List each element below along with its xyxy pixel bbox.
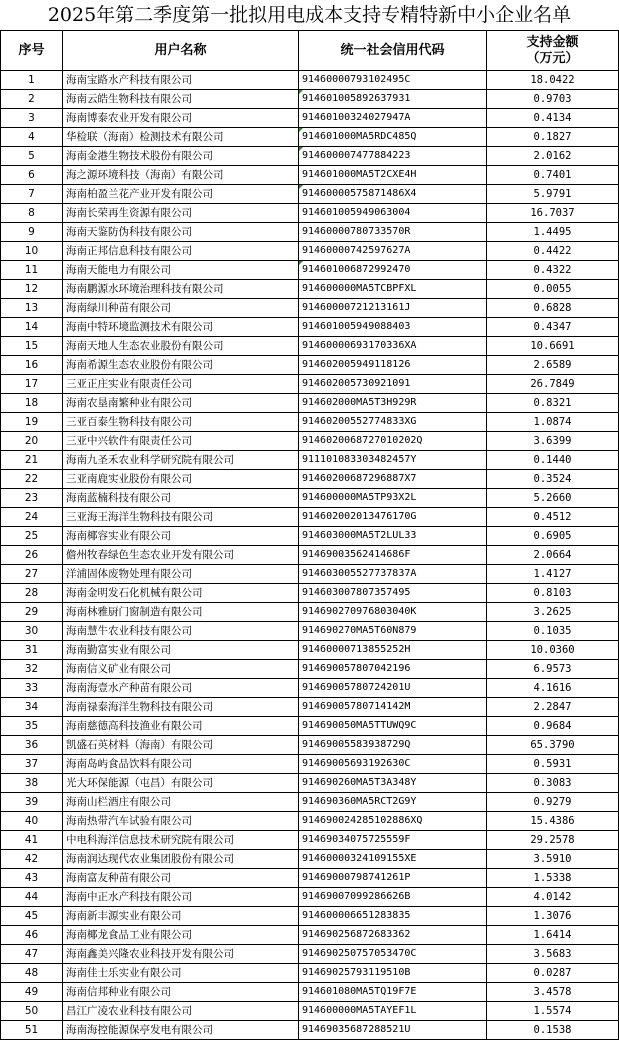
row-name: 三亚百泰生物科技有限公司 [63,413,299,432]
row-seq: 5 [1,147,63,166]
header-amount [487,31,619,71]
row-seq: 28 [1,584,63,603]
row-name: 海南农垦南繁种业有限公司 [63,394,299,413]
row-amount: 2.6589 [487,356,619,375]
row-name: 海南金港生物技术股份有限公司 [63,147,299,166]
row-code: 914690260MA5T3A348Y [299,774,487,793]
table-row [1,584,619,603]
row-name: 洋浦固体废物处理有限公司 [63,565,299,584]
row-code: 911101083303482457Y [299,451,487,470]
row-code: 91460000721213161J [299,299,487,318]
table-row [1,641,619,660]
table-row [1,717,619,736]
row-seq: 47 [1,945,63,964]
row-code: 914601005949088403 [299,318,487,337]
header-amount-line2: （万元） [526,50,579,66]
row-seq: 29 [1,603,63,622]
row-code: 914601005949063004 [299,204,487,223]
table-row [1,375,619,394]
row-amount: 0.4347 [487,318,619,337]
row-code: 914603000MA5T2LUL33 [299,527,487,546]
row-seq: 32 [1,660,63,679]
row-name: 海南佳士乐实业有限公司 [63,964,299,983]
table-row [1,394,619,413]
row-code: 91469007099286626B [299,888,487,907]
row-amount: 0.4512 [487,508,619,527]
row-name: 三亚正庄实业有限责任公司 [63,375,299,394]
row-amount: 18.0422 [487,71,619,90]
row-code: 91460100324027947A [299,109,487,128]
table-row [1,90,619,109]
row-code: 91469005780714142M [299,698,487,717]
row-amount: 1.4127 [487,565,619,584]
row-seq: 34 [1,698,63,717]
row-amount: 3.5683 [487,945,619,964]
table-row [1,166,619,185]
row-amount: 6.9573 [487,660,619,679]
row-seq: 40 [1,812,63,831]
row-seq: 35 [1,717,63,736]
row-amount: 3.2625 [487,603,619,622]
row-amount: 65.3790 [487,736,619,755]
table-row [1,926,619,945]
row-amount: 0.1538 [487,1021,619,1040]
row-code: 91460000324109155XE [299,850,487,869]
row-amount: 3.4578 [487,983,619,1002]
row-seq: 26 [1,546,63,565]
row-amount: 5.2660 [487,489,619,508]
row-name: 海南九圣禾农业科学研究院有限公司 [63,451,299,470]
row-amount: 1.0874 [487,413,619,432]
row-code: 914690024285102886XQ [299,812,487,831]
row-code: 914602005730921091 [299,375,487,394]
row-seq: 17 [1,375,63,394]
row-amount: 0.4134 [487,109,619,128]
row-name: 海南勤富实业有限公司 [63,641,299,660]
table-row [1,793,619,812]
row-seq: 50 [1,1002,63,1021]
row-seq: 27 [1,565,63,584]
row-name: 海南鑫美兴隆农业科技开发有限公司 [63,945,299,964]
row-amount: 0.8103 [487,584,619,603]
row-code: 91460000742597627A [299,242,487,261]
row-code: 914602000MA5T3H929R [299,394,487,413]
row-name: 海南天能电力有限公司 [63,261,299,280]
page-title: 2025年第二季度第一批拟用电成本支持专精特新中小企业名单 [47,4,572,26]
row-seq: 16 [1,356,63,375]
table-row [1,508,619,527]
row-seq: 9 [1,223,63,242]
row-seq: 39 [1,793,63,812]
row-code: 914690250757053470C [299,945,487,964]
row-amount: 5.9791 [487,185,619,204]
row-code: 914600000MA5TCBPFXL [299,280,487,299]
row-name: 海南天地人生态农业股份有限公司 [63,337,299,356]
row-name: 海南润达现代农业集团股份有限公司 [63,850,299,869]
row-name: 海南宝路水产科技有限公司 [63,71,299,90]
row-name: 海南中特环境监测技术有限公司 [63,318,299,337]
row-seq: 8 [1,204,63,223]
row-seq: 3 [1,109,63,128]
row-seq: 10 [1,242,63,261]
row-code: 91460000793102495C [299,71,487,90]
row-name: 海南鹏源水环境治理科技有限公司 [63,280,299,299]
table-row [1,204,619,223]
row-name: 海南慈德高科技渔业有限公司 [63,717,299,736]
table-row [1,603,619,622]
row-name: 海南山栏酒庄有限公司 [63,793,299,812]
row-code: 914602002013476170G [299,508,487,527]
row-code: 914603005527737837A [299,565,487,584]
row-seq: 6 [1,166,63,185]
row-code: 9146020068727010202Q [299,432,487,451]
row-name: 三亚中兴软件有限责任公司 [63,432,299,451]
table-row [1,299,619,318]
table-row [1,622,619,641]
row-code: 914601000MA5T2CXE4H [299,166,487,185]
row-amount: 0.3083 [487,774,619,793]
header-seq: 序号 [1,31,63,71]
row-name: 海南海壹水产种苗有限公司 [63,679,299,698]
row-seq: 19 [1,413,63,432]
row-name: 海南富友种苗有限公司 [63,869,299,888]
row-name: 海南林雅厨门窗制造有限公司 [63,603,299,622]
row-amount: 0.6905 [487,527,619,546]
row-seq: 46 [1,926,63,945]
table-row [1,470,619,489]
row-code: 91469003562414686F [299,546,487,565]
row-amount: 0.6828 [487,299,619,318]
row-code: 914690270976803040K [299,603,487,622]
row-code: 914690256872683362 [299,926,487,945]
row-name: 华检联（海南）检测技术有限公司 [63,128,299,147]
row-seq: 41 [1,831,63,850]
table-row [1,109,619,128]
row-amount: 0.4422 [487,242,619,261]
table-row [1,337,619,356]
row-code: 914600006651283835 [299,907,487,926]
row-name: 光大环保能源（屯昌）有限公司 [63,774,299,793]
row-name: 海南柏盈兰花产业开发有限公司 [63,185,299,204]
row-seq: 33 [1,679,63,698]
row-seq: 38 [1,774,63,793]
table-row [1,280,619,299]
row-seq: 18 [1,394,63,413]
row-name: 海之源环境科技（海南）有限公司 [63,166,299,185]
row-seq: 45 [1,907,63,926]
row-code: 91460200552774833XG [299,413,487,432]
row-seq: 22 [1,470,63,489]
row-amount: 0.1440 [487,451,619,470]
row-seq: 48 [1,964,63,983]
row-name: 儋州牧春绿色生态农业开发有限公司 [63,546,299,565]
row-seq: 42 [1,850,63,869]
row-code: 914602005949118126 [299,356,487,375]
row-amount: 10.0360 [487,641,619,660]
row-name: 海南新丰源实业有限公司 [63,907,299,926]
enterprise-table [0,30,619,1040]
header-name: 用户名称 [63,31,299,71]
row-code: 91460200687296887X7 [299,470,487,489]
row-amount: 0.0287 [487,964,619,983]
row-amount: 0.9703 [487,90,619,109]
row-seq: 44 [1,888,63,907]
header-amount-line1: 支持金额 [526,34,579,50]
table-row [1,850,619,869]
table-row [1,983,619,1002]
row-code: 914600000MA5TP93X2L [299,489,487,508]
row-code: 91460000693170336XA [299,337,487,356]
row-code: 91469005583938729Q [299,736,487,755]
row-name: 海南椰龙食品工业有限公司 [63,926,299,945]
row-amount: 26.7849 [487,375,619,394]
table-row [1,147,619,166]
row-amount: 0.1035 [487,622,619,641]
row-name: 海南蓝楠科技有限公司 [63,489,299,508]
table-row [1,945,619,964]
row-name: 海南博泰农业开发有限公司 [63,109,299,128]
row-code: 914601000MA5RDC485Q [299,128,487,147]
row-code: 914600007477884223 [299,147,487,166]
row-name: 海南长荣再生资源有限公司 [63,204,299,223]
row-amount: 0.5931 [487,755,619,774]
row-amount: 0.0055 [487,280,619,299]
row-name: 海南中正水产科技有限公司 [63,888,299,907]
row-code: 914690360MA5RCT2G9Y [299,793,487,812]
table-row [1,736,619,755]
table-row [1,1002,619,1021]
row-seq: 25 [1,527,63,546]
row-seq: 1 [1,71,63,90]
table-row [1,755,619,774]
row-amount: 2.0162 [487,147,619,166]
row-amount: 15.4386 [487,812,619,831]
row-code: 91469000798741261P [299,869,487,888]
row-seq: 15 [1,337,63,356]
row-seq: 14 [1,318,63,337]
table-row [1,432,619,451]
row-name: 三亚海王海洋生物科技有限公司 [63,508,299,527]
row-code: 91469025793119510B [299,964,487,983]
row-amount: 29.2578 [487,831,619,850]
row-amount: 3.6399 [487,432,619,451]
row-seq: 37 [1,755,63,774]
row-seq: 11 [1,261,63,280]
table-row [1,413,619,432]
row-name: 海南信邦种业有限公司 [63,983,299,1002]
row-amount: 1.4495 [487,223,619,242]
row-name: 海南热带汽车试验有限公司 [63,812,299,831]
row-amount: 0.9279 [487,793,619,812]
table-row [1,128,619,147]
row-amount: 0.9684 [487,717,619,736]
row-amount: 2.2847 [487,698,619,717]
row-code: 914601005892637931 [299,90,487,109]
row-code: 914690057807042196 [299,660,487,679]
table-row [1,451,619,470]
row-amount: 10.6691 [487,337,619,356]
row-code: 91469005693192630C [299,755,487,774]
row-seq: 23 [1,489,63,508]
row-seq: 13 [1,299,63,318]
table-row [1,831,619,850]
row-code: 91460000780733570R [299,223,487,242]
table-row [1,907,619,926]
row-amount: 4.1616 [487,679,619,698]
row-amount: 1.6414 [487,926,619,945]
table-row [1,261,619,280]
row-amount: 0.8321 [487,394,619,413]
table-row [1,774,619,793]
table-row [1,546,619,565]
row-name: 海南绿川种苗有限公司 [63,299,299,318]
row-seq: 20 [1,432,63,451]
row-amount: 0.1827 [487,128,619,147]
row-seq: 43 [1,869,63,888]
table-row [1,527,619,546]
row-name: 海南正邦信息科技有限公司 [63,242,299,261]
row-code: 91460000575871486X4 [299,185,487,204]
row-code: 914690050MA5TTUWQ9C [299,717,487,736]
row-code: 91469034075725559F [299,831,487,850]
row-amount: 4.0142 [487,888,619,907]
row-name: 海南慧牛农业科技有限公司 [63,622,299,641]
table-row [1,812,619,831]
row-code: 91460000713855252H [299,641,487,660]
row-name: 凯盛石英材料（海南）有限公司 [63,736,299,755]
table-row [1,185,619,204]
table-row [1,242,619,261]
row-name: 海南金明发石化机械有限公司 [63,584,299,603]
row-name: 三亚南鹿实业股份有限公司 [63,470,299,489]
row-name: 海南云皓生物科技有限公司 [63,90,299,109]
table-row [1,660,619,679]
row-seq: 24 [1,508,63,527]
table-row [1,869,619,888]
row-seq: 31 [1,641,63,660]
table-row [1,71,619,90]
row-name: 海南椰容实业有限公司 [63,527,299,546]
row-code: 91469035687288521U [299,1021,487,1040]
row-name: 中电科海洋信息技术研究院有限公司 [63,831,299,850]
table-header-row [1,31,619,71]
row-seq: 51 [1,1021,63,1040]
row-name: 海南希源生态农业股份有限公司 [63,356,299,375]
row-amount: 1.5574 [487,1002,619,1021]
row-amount: 16.7037 [487,204,619,223]
row-seq: 36 [1,736,63,755]
row-code: 914603007807357495 [299,584,487,603]
row-seq: 30 [1,622,63,641]
row-name: 海南岛屿食品饮料有限公司 [63,755,299,774]
table-row [1,318,619,337]
row-seq: 4 [1,128,63,147]
row-code: 91469005780724201U [299,679,487,698]
row-amount: 3.5910 [487,850,619,869]
row-amount: 0.3524 [487,470,619,489]
row-amount: 1.3076 [487,907,619,926]
table-row [1,679,619,698]
table-row [1,888,619,907]
table-row [1,565,619,584]
row-seq: 21 [1,451,63,470]
row-code: 914601006872992470 [299,261,487,280]
row-name: 海南信义矿业有限公司 [63,660,299,679]
header-code: 统一社会信用代码 [299,31,487,71]
row-amount: 0.4322 [487,261,619,280]
row-amount: 2.0664 [487,546,619,565]
row-seq: 49 [1,983,63,1002]
row-name: 海南海控能源保亭发电有限公司 [63,1021,299,1040]
table-row [1,698,619,717]
row-seq: 7 [1,185,63,204]
row-name: 海南禄泰海洋生物科技有限公司 [63,698,299,717]
row-seq: 12 [1,280,63,299]
row-seq: 2 [1,90,63,109]
table-row [1,489,619,508]
row-amount: 1.5338 [487,869,619,888]
row-code: 914601080MA5TQ19F7E [299,983,487,1002]
row-code: 914690270MA5T60N879 [299,622,487,641]
row-name: 海南天鉴防伪科技有限公司 [63,223,299,242]
row-amount: 0.7401 [487,166,619,185]
table-row [1,964,619,983]
row-name: 昌江广凌农业科技有限公司 [63,1002,299,1021]
table-row [1,223,619,242]
table-row [1,356,619,375]
row-code: 914600000MA5TAYEF1L [299,1002,487,1021]
